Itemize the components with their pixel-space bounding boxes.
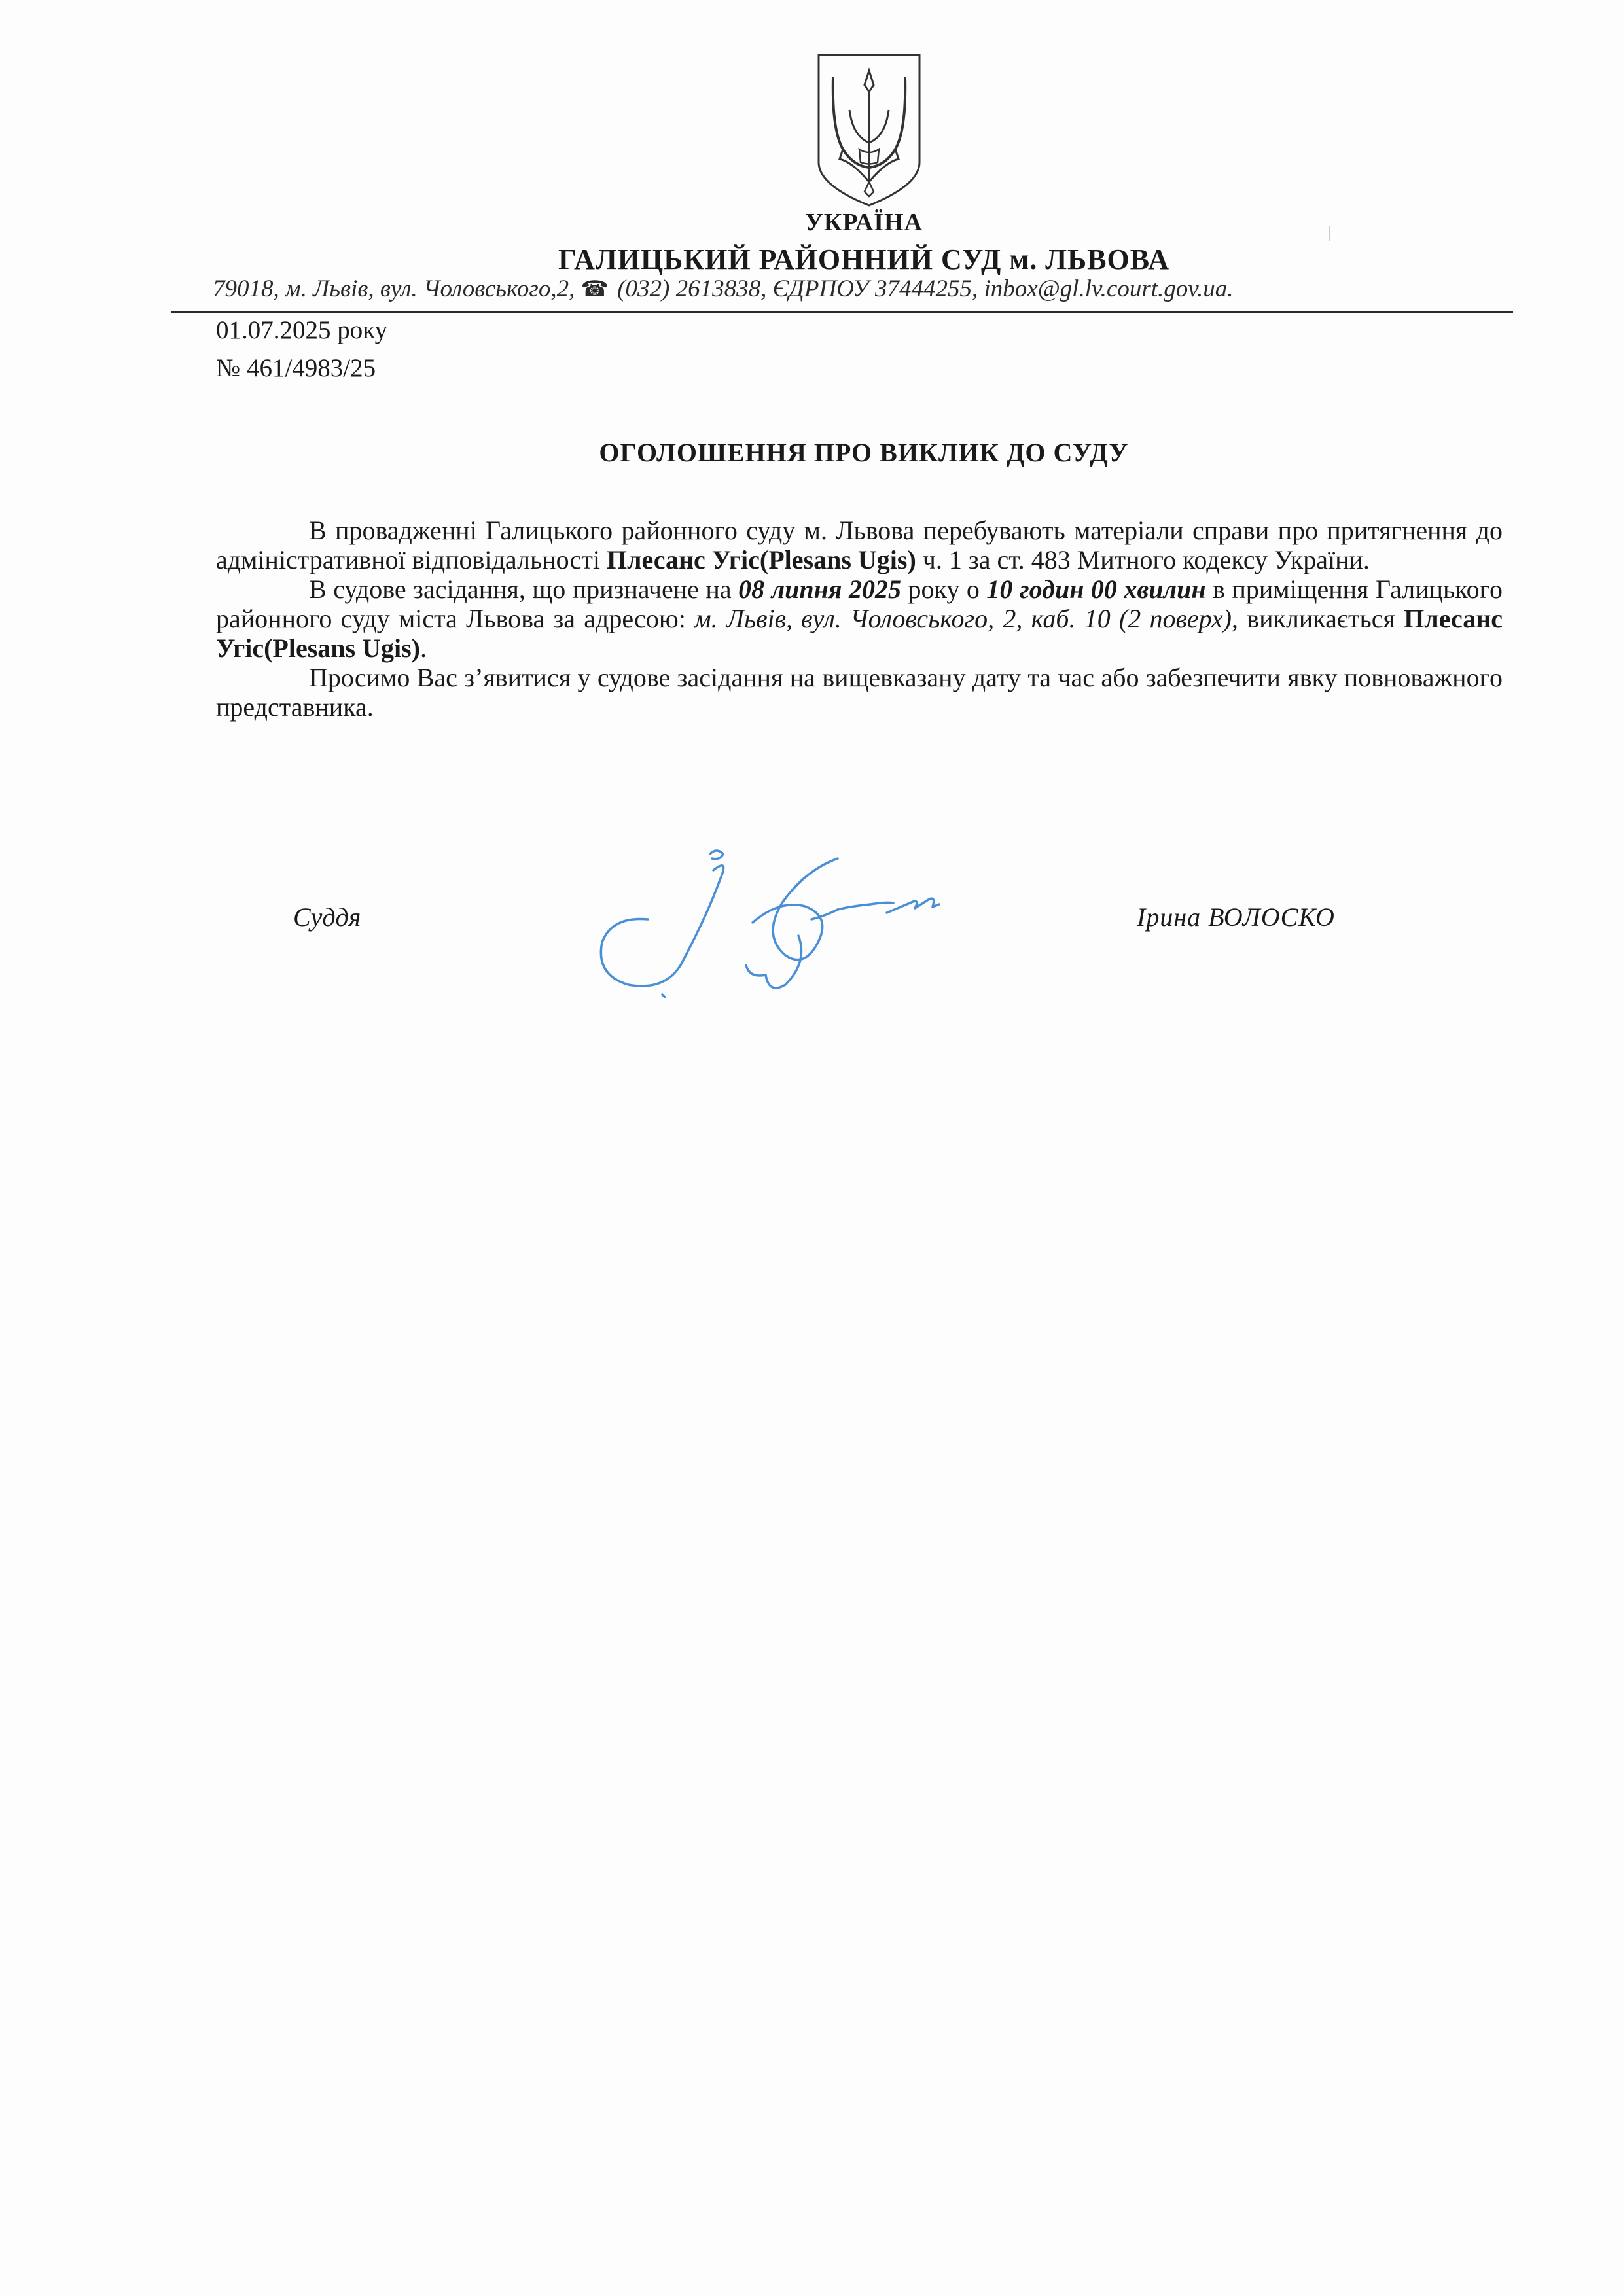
address-street: 79018, м. Львів, вул. Чоловського,2, — [213, 275, 581, 302]
paragraph-text: , викликається — [1231, 604, 1404, 633]
paragraph-text: в приміщення Галицького районного суду міста Львова за адресою: — [216, 574, 1503, 633]
court-address-line — [213, 275, 1489, 303]
handwritten-signature — [589, 844, 955, 1001]
document-date: 01.07.2025 року — [216, 316, 388, 344]
document-title: ОГОЛОШЕННЯ ПРО ВИКЛИК ДО СУДУ — [599, 438, 1129, 467]
paragraph-case — [216, 516, 1503, 574]
judge-role-label: Суддя — [293, 902, 361, 932]
telephone-icon: ☎ — [580, 277, 609, 302]
paragraph-request: Просимо Вас з’явитися у судове засідання на вищевказану дату та час або забезпечити явку повноважного представника. — [216, 663, 1503, 722]
defendant-name: Плесанс Угіс(Plesans Ugis) — [606, 545, 916, 574]
notice-body — [216, 516, 1503, 722]
country-heading: УКРАЇНА — [804, 209, 923, 236]
summoned-person: Плесанс Угіс(Plesans Ugis) — [216, 604, 1503, 663]
paragraph-text: В судове засідання, що призначене на — [309, 574, 739, 604]
judge-name: Ірина ВОЛОСКО — [1137, 902, 1335, 932]
court-name-heading: ГАЛИЦЬКИЙ РАЙОННИЙ СУД м. ЛЬВОВА — [558, 243, 1170, 275]
paragraph-text: В провадженні Галицького районного суду м. Львова перебувають матеріали справи про притягнення до адміністративної відповідальності — [216, 516, 1503, 574]
scan-mark — [1329, 226, 1330, 241]
paragraph-text: ч. 1 за ст. 483 Митного кодексу України. — [916, 545, 1370, 574]
hearing-time: 10 годин 00 хвилин — [986, 574, 1206, 604]
paragraph-text: року о — [901, 574, 987, 604]
hearing-address: м. Львів, вул. Чоловського, 2, каб. 10 (2 поверх) — [694, 604, 1232, 633]
case-number: № 461/4983/25 — [216, 354, 376, 382]
address-contacts: (032) 2613838, ЄДРПОУ 37444255, inbox@gl.lv.court.gov.ua. — [611, 275, 1234, 302]
paragraph-text: . — [420, 633, 427, 663]
header-divider — [171, 311, 1513, 313]
paragraph-hearing — [216, 574, 1503, 663]
trident-coat-of-arms-icon — [813, 51, 925, 208]
hearing-date: 08 липня 2025 — [738, 574, 901, 604]
